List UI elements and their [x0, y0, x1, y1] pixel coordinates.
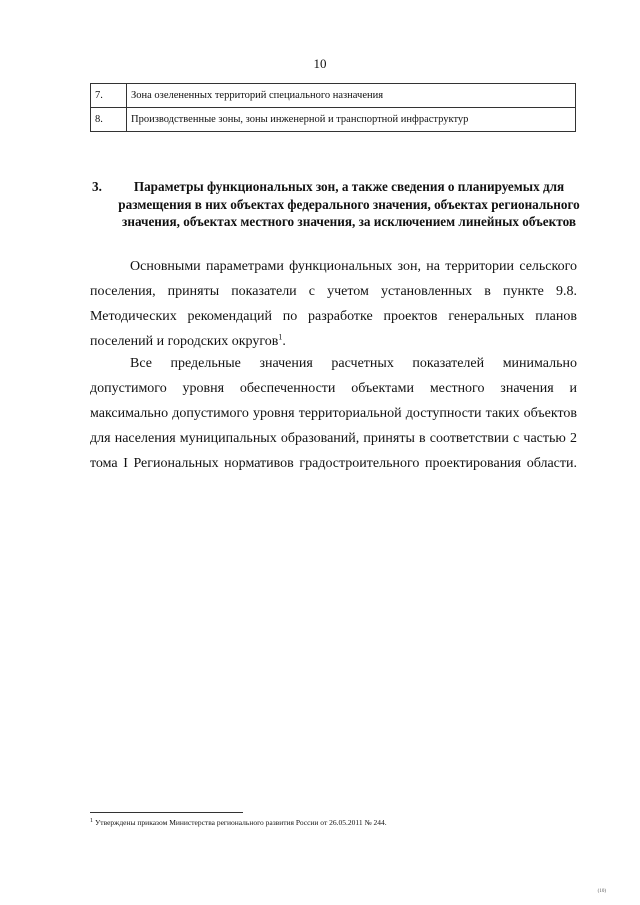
- table-row: [91, 108, 576, 132]
- table-row: [91, 84, 576, 108]
- row-text: Производственные зоны, зоны инженерной и транспортной инфраструктур: [127, 108, 576, 132]
- row-number: 7.: [91, 84, 127, 108]
- footnote-mark: 1: [90, 817, 93, 824]
- paragraph-end: .: [282, 334, 286, 349]
- paragraph-parameters: [90, 254, 577, 354]
- section-number: 3.: [92, 179, 102, 194]
- row-number: 8.: [91, 108, 127, 132]
- section-title: Параметры функциональных зон, а также сведения о планируемых для размещения в них объектах федерального значения, объектах регионального значения, объектах местного значения, за исключением линейных объектов: [118, 179, 580, 229]
- page-number: 10: [313, 56, 327, 71]
- paragraph-limits: Все предельные значения расчетных показателей минимально допустимого уровня обеспеченности объектами местного значения и максимально допустимого уровня территориальной доступности таких объектов для населения муниципальных образований, приняты в соответствии с частью 2 тома I Региональных нормативов градостроительного проектирования области.: [90, 356, 577, 471]
- paragraph-text: Основными параметрами функциональных зон, на территории сельского поселения, приняты показатели с учетом установленных в пункте 9.8. Методических рекомендаций по разработке проектов генеральных планов поселений и городских округов: [90, 259, 577, 349]
- footnote-text: Утверждены приказом Министерства регионального развития России от 26.05.2011 № 244.: [95, 818, 387, 827]
- footnote-reference: 1: [278, 332, 283, 342]
- row-text: Зона озелененных территорий специального назначения: [127, 84, 576, 108]
- section-heading: [90, 178, 580, 231]
- zones-table: [90, 83, 576, 132]
- footnote: [90, 818, 590, 828]
- corner-mark: (10): [597, 889, 606, 894]
- footnote-divider: [90, 812, 243, 813]
